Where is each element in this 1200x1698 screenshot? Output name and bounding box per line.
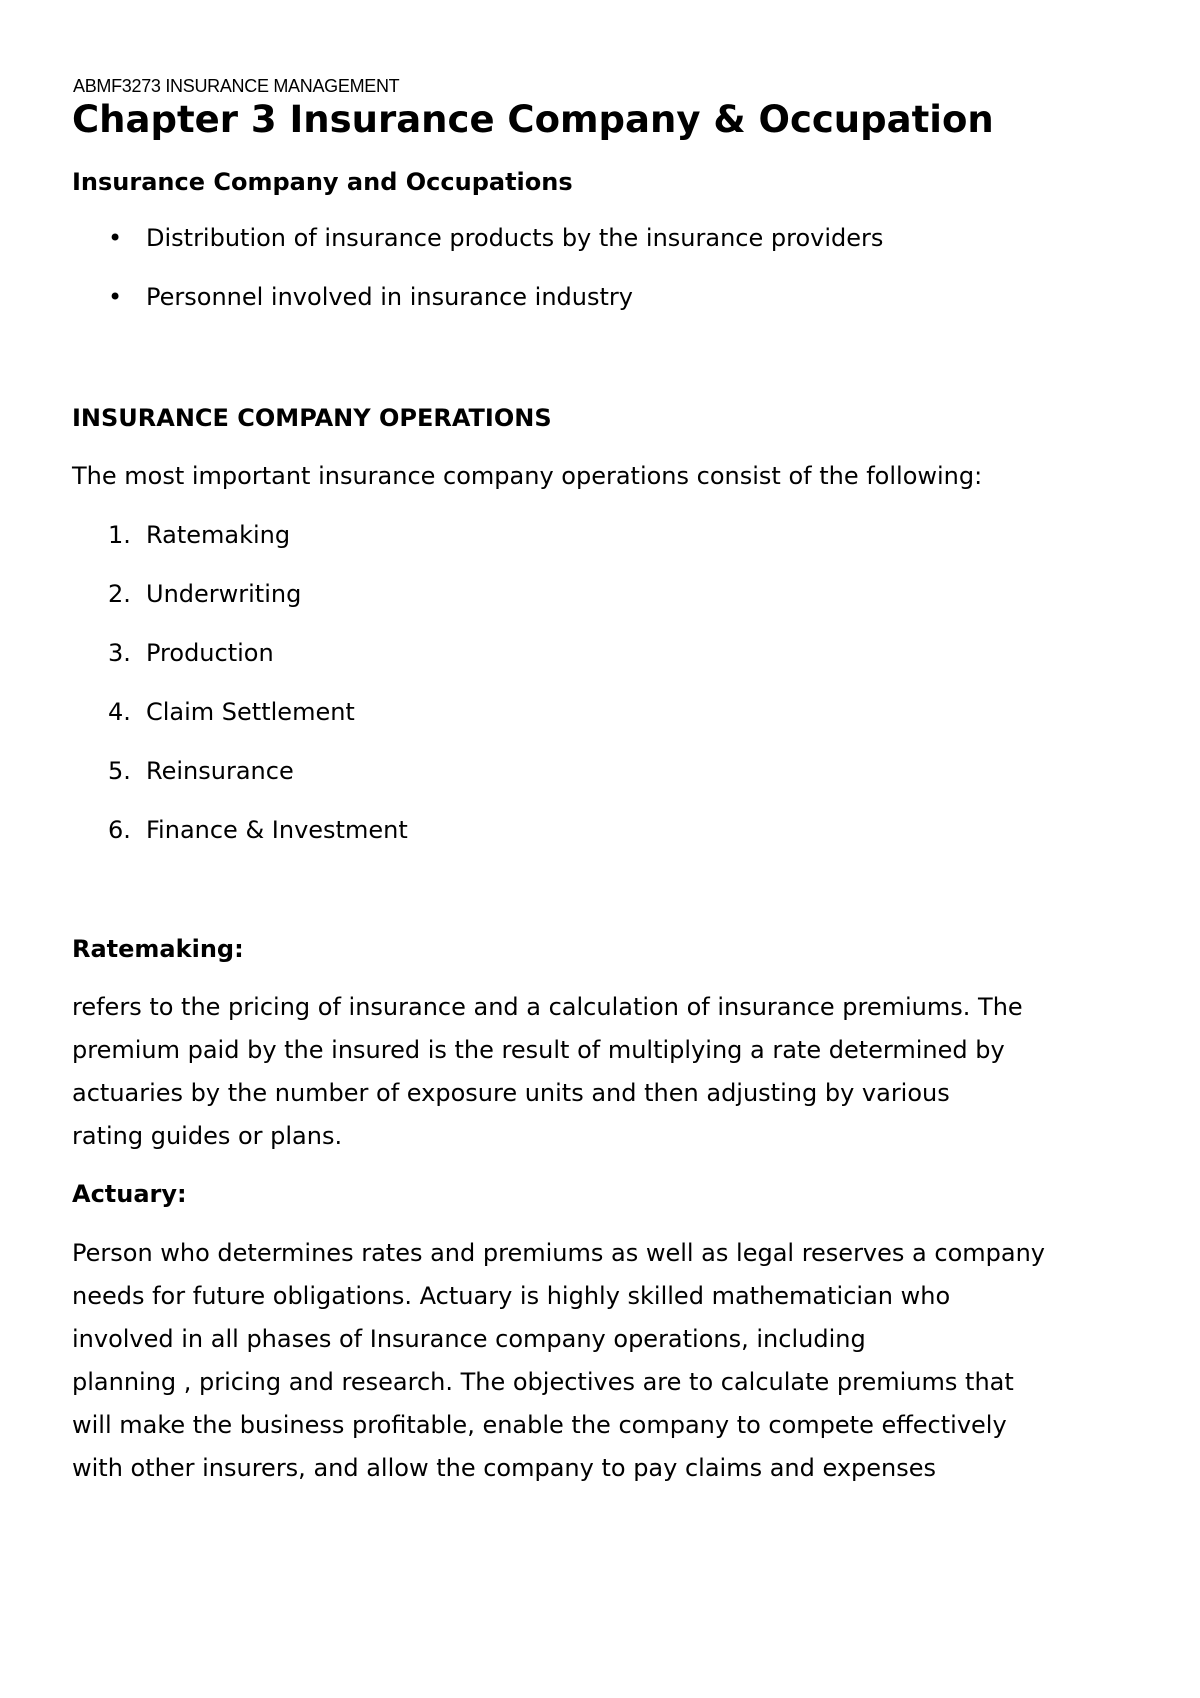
actuary-line: will make the business profitable, enable the company to compete effectively [72, 1411, 1007, 1439]
operations-lead: The most important insurance company operations consist of the following: [72, 462, 983, 490]
list-label: Finance & Investment [146, 816, 408, 844]
actuary-line: Person who determines rates and premiums as well as legal reserves a company [72, 1239, 1045, 1267]
actuary-line: involved in all phases of Insurance company operations, including [72, 1325, 866, 1353]
list-number: 2. [108, 580, 131, 608]
bullet-text: Distribution of insurance products by the insurance providers [146, 224, 884, 252]
actuary-line: planning , pricing and research. The objectives are to calculate premiums that [72, 1368, 1014, 1396]
ratemaking-heading: Ratemaking: [72, 935, 244, 963]
bullet-item [108, 224, 883, 252]
list-number: 3. [108, 639, 131, 667]
actuary-line: with other insurers, and allow the company to pay claims and expenses [72, 1454, 937, 1482]
list-label: Ratemaking [146, 521, 291, 549]
bullet-dot-icon: • [108, 283, 123, 311]
list-number: 5. [108, 757, 131, 785]
list-number: 4. [108, 698, 131, 726]
list-label: Claim Settlement [146, 698, 355, 726]
list-item [108, 521, 290, 549]
chapter-title: Chapter 3 Insurance Company & Occupation [72, 98, 994, 141]
ratemaking-line: premium paid by the insured is the result of multiplying a rate determined by [72, 1036, 1005, 1064]
bullet-dot-icon: • [108, 224, 123, 252]
bullet-text: Personnel involved in insurance industry [146, 283, 633, 311]
ratemaking-line: rating guides or plans. [72, 1122, 343, 1150]
ratemaking-line: actuaries by the number of exposure units and then adjusting by various [72, 1079, 950, 1107]
list-item [108, 757, 294, 785]
list-number: 1. [108, 521, 131, 549]
list-item [108, 580, 301, 608]
actuary-heading: Actuary: [72, 1180, 187, 1208]
list-item [108, 816, 408, 844]
list-label: Underwriting [146, 580, 302, 608]
list-label: Reinsurance [146, 757, 294, 785]
ratemaking-line: refers to the pricing of insurance and a calculation of insurance premiums. The [72, 993, 1023, 1021]
list-item [108, 698, 355, 726]
bullet-item [108, 283, 633, 311]
course-code: ABMF3273 INSURANCE MANAGEMENT [73, 76, 400, 96]
list-label: Production [146, 639, 274, 667]
list-number: 6. [108, 816, 131, 844]
list-item [108, 639, 274, 667]
intro-heading: Insurance Company and Occupations [72, 168, 573, 196]
operations-heading: INSURANCE COMPANY OPERATIONS [72, 404, 552, 432]
actuary-line: needs for future obligations. Actuary is highly skilled mathematician who [72, 1282, 951, 1310]
